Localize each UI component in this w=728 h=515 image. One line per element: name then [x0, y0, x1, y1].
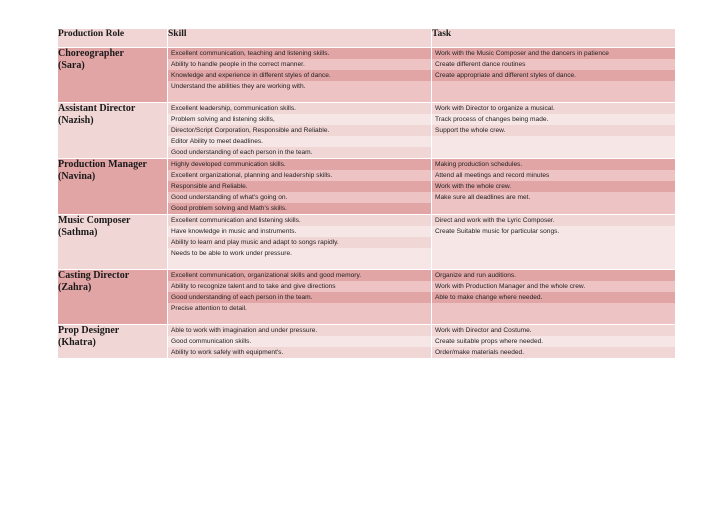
role-person: (Zahra): [58, 282, 92, 293]
role-person: (Nazish): [58, 115, 94, 126]
task-line: Work with Director and Costume.: [432, 325, 675, 336]
skill-line: Excellent communication, organizational skills and good memory.: [168, 270, 431, 281]
task-line: Making production schedules.: [432, 159, 675, 170]
skill-line: Precise attention to detail.: [168, 303, 431, 314]
skill-line: Excellent communication and listening skills.: [168, 215, 431, 226]
role-person: (Navina): [58, 171, 96, 182]
skill-line: Good understanding of each person in the team.: [168, 147, 431, 158]
tasks-cell: [432, 215, 676, 270]
skill-line: Ability to work safely with equipment's.: [168, 347, 431, 358]
skill-line: Responsible and Reliable.: [168, 181, 431, 192]
header-task: Task: [432, 29, 676, 48]
role-title: Choreographer: [58, 48, 124, 59]
task-line: Create Suitable music for particular songs.: [432, 226, 675, 237]
skill-line: Knowledge and experience in different styles of dance.: [168, 70, 431, 81]
task-line: Create appropriate and different styles of dance.: [432, 70, 675, 81]
table-row: [58, 159, 676, 215]
task-line: Create different dance routines: [432, 59, 675, 70]
task-line: Direct and work with the Lyric Composer.: [432, 215, 675, 226]
skills-cell: [168, 103, 432, 159]
task-line: Track process of changes being made.: [432, 114, 675, 125]
role-person: (Khatra): [58, 337, 96, 348]
skill-line: Editor Ability to meet deadlines.: [168, 136, 431, 147]
task-line: Support the whole crew.: [432, 125, 675, 136]
role-person: (Sathma): [58, 227, 98, 238]
role-title: Casting Director: [58, 270, 130, 281]
skill-line: Have knowledge in music and instruments.: [168, 226, 431, 237]
header-production-role: Production Role: [58, 29, 168, 48]
task-line: Work with Production Manager and the whole crew.: [432, 281, 675, 292]
skills-cell: [168, 48, 432, 103]
table-row: [58, 48, 676, 103]
role-cell: [58, 215, 168, 270]
role-person: (Sara): [58, 60, 85, 71]
table-row: [58, 103, 676, 159]
skill-line: Excellent leadership, communication skills.: [168, 103, 431, 114]
table-body: [58, 48, 676, 359]
skill-line: Problem solving and listening skills,: [168, 114, 431, 125]
tasks-cell: [432, 270, 676, 325]
task-line: Work with the Music Composer and the dancers in patience: [432, 48, 675, 59]
table-row: [58, 325, 676, 359]
skill-line: Good communication skills.: [168, 336, 431, 347]
skill-line: Understand the abilities they are working with.: [168, 81, 431, 92]
role-cell: [58, 48, 168, 103]
role-title: Assistant Director: [58, 103, 136, 114]
tasks-cell: [432, 103, 676, 159]
skill-line: Good understanding of what's going on.: [168, 192, 431, 203]
skill-line: Able to work with imagination and under pressure.: [168, 325, 431, 336]
table-row: [58, 215, 676, 270]
task-line: Order/make materials needed.: [432, 347, 675, 358]
tasks-cell: [432, 325, 676, 359]
role-title: Prop Designer: [58, 325, 120, 336]
task-line: Create suitable props where needed.: [432, 336, 675, 347]
task-line: Able to make change where needed.: [432, 292, 675, 303]
skill-line: Ability to recognize talent and to take and give directions: [168, 281, 431, 292]
skill-line: Director/Script Corporation, Responsible and Reliable.: [168, 125, 431, 136]
skill-line: Ability to learn and play music and adapt to songs rapidly.: [168, 237, 431, 248]
skill-line: Needs to be able to work under pressure.: [168, 248, 431, 259]
skill-line: Highly developed communication skills.: [168, 159, 431, 170]
role-cell: [58, 270, 168, 325]
skill-line: Excellent organizational, planning and leadership skills.: [168, 170, 431, 181]
table-header-row: [58, 29, 676, 48]
skill-line: Good problem solving and Math's skills.: [168, 203, 431, 214]
role-cell: [58, 325, 168, 359]
role-cell: [58, 103, 168, 159]
header-skill: Skill: [168, 29, 432, 48]
skills-cell: [168, 325, 432, 359]
skill-line: Ability to handle people in the correct manner.: [168, 59, 431, 70]
skills-cell: [168, 215, 432, 270]
task-line: Work with Director to organize a musical.: [432, 103, 675, 114]
tasks-cell: [432, 48, 676, 103]
task-line: Attend all meetings and record minutes: [432, 170, 675, 181]
table-row: [58, 270, 676, 325]
role-cell: [58, 159, 168, 215]
skills-cell: [168, 159, 432, 215]
production-roles-table: [57, 28, 676, 359]
role-title: Production Manager: [58, 159, 147, 170]
task-line: Make sure all deadlines are met.: [432, 192, 675, 203]
task-line: Work with the whole crew.: [432, 181, 675, 192]
task-line: Organize and run auditions.: [432, 270, 675, 281]
tasks-cell: [432, 159, 676, 215]
skill-line: Excellent communication, teaching and listening skills.: [168, 48, 431, 59]
skills-cell: [168, 270, 432, 325]
skill-line: Good understanding of each person in the team.: [168, 292, 431, 303]
role-title: Music Composer: [58, 215, 131, 226]
